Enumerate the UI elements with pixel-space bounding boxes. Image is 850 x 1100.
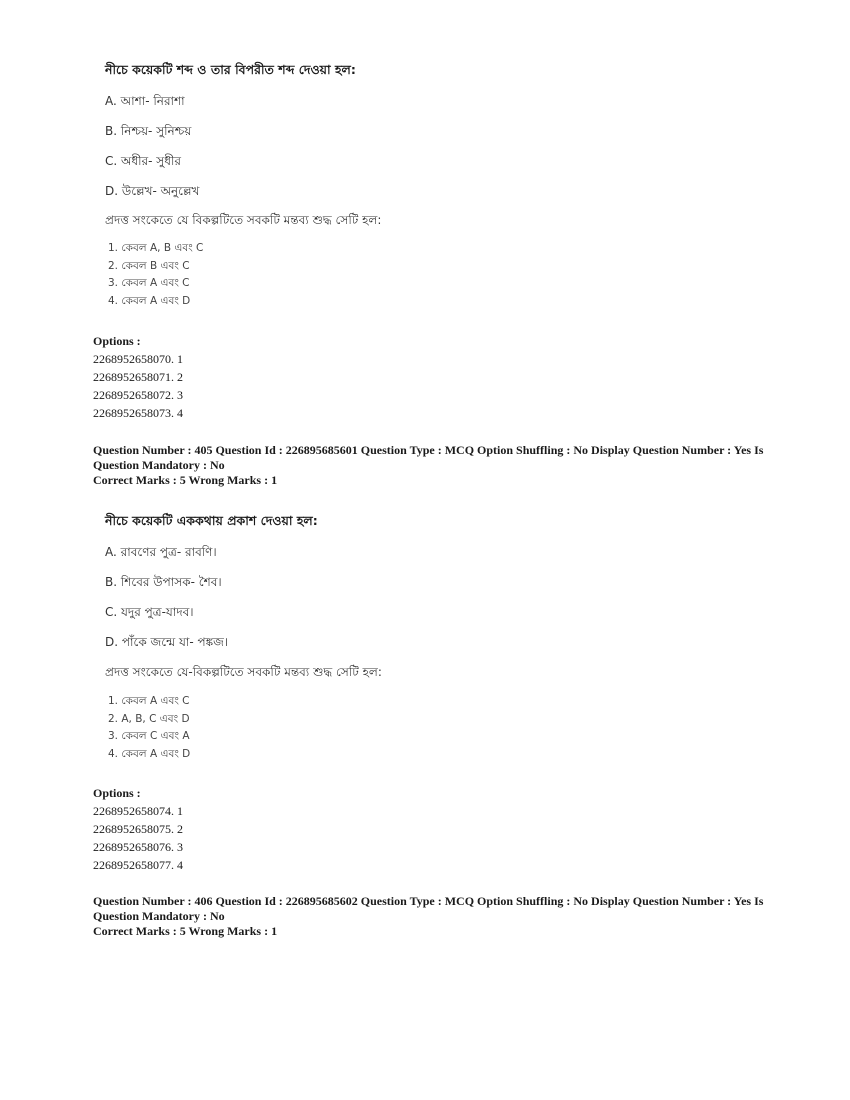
statement-a: A. আশা- নিরাশা	[105, 94, 185, 108]
question-prompt: প্রদত্ত সংকেতে যে বিকল্পটিতে সবকটি মন্তব্য শুদ্ধ সেটি হল:	[105, 213, 382, 227]
options-label: Options :	[93, 334, 141, 348]
option-id: 2268952658076. 3	[93, 840, 183, 854]
choice-item: 3. কেবল C এবং A	[108, 730, 190, 742]
choice-item: 4. কেবল A এবং D	[108, 294, 191, 307]
statement-c: C. যদুর পুত্র-যাদব।	[105, 605, 194, 619]
question-2	[105, 513, 805, 773]
choice-item: 3. কেবল A এবং C	[108, 277, 190, 289]
statement-a: A. রাবণের পুত্র- রাবণি।	[105, 545, 217, 559]
option-id: 2268952658073. 4	[93, 406, 183, 420]
option-id: 2268952658075. 2	[93, 822, 183, 836]
options-block-2	[93, 784, 183, 874]
question-intro: নীচে কয়েকটি এককথায় প্রকাশ দেওয়া হল:	[105, 513, 318, 528]
question-1	[105, 62, 805, 322]
meta-line: Question Mandatory : No	[93, 458, 225, 472]
statement-b: B. নিশ্চয়- সুনিশ্চয়	[105, 124, 192, 138]
choice-list	[105, 240, 203, 310]
meta-line: Question Mandatory : No	[93, 909, 225, 923]
choice-item: 1. কেবল A, B এবং C	[108, 242, 204, 254]
meta-line: Correct Marks : 5 Wrong Marks : 1	[93, 924, 278, 938]
option-id: 2268952658077. 4	[93, 858, 183, 872]
meta-line: Correct Marks : 5 Wrong Marks : 1	[93, 473, 278, 487]
statement-d: D. উল্লেখ- অনুল্লেখ	[105, 184, 200, 198]
choice-list	[105, 693, 190, 763]
question-meta-406	[93, 894, 773, 939]
options-block-1	[93, 332, 183, 422]
choice-item: 4. কেবল A এবং D	[108, 747, 191, 760]
statement-c: C. অধীর- সুধীর	[105, 154, 181, 168]
statement-b: B. শিবের উপাসক- শৈব।	[105, 575, 222, 589]
option-id: 2268952658074. 1	[93, 804, 183, 818]
choice-item: 2. কেবল B এবং C	[108, 259, 190, 272]
option-id: 2268952658070. 1	[93, 352, 183, 366]
meta-line: Question Number : 406 Question Id : 226895685602 Question Type : MCQ Option Shuffling : No Display Question Number : Yes Is	[93, 894, 764, 908]
question-intro: নীচে কয়েকটি শব্দ ও তার বিপরীত শব্দ দেওয়া হল:	[105, 62, 356, 77]
choice-item: 1. কেবল A এবং C	[108, 695, 190, 707]
choice-item: 2. A, B, C এবং D	[108, 712, 190, 725]
options-label: Options :	[93, 786, 141, 800]
question-prompt: প্রদত্ত সংকেতে যে-বিকল্পটিতে সবকটি মন্তব্য শুদ্ধ সেটি হল:	[105, 665, 382, 679]
statement-d: D. পাঁকে জন্মে যা- পঙ্কজ।	[105, 635, 229, 649]
option-id: 2268952658071. 2	[93, 370, 183, 384]
option-id: 2268952658072. 3	[93, 388, 183, 402]
question-meta-405	[93, 443, 773, 488]
meta-line: Question Number : 405 Question Id : 226895685601 Question Type : MCQ Option Shuffling : No Display Question Number : Yes Is	[93, 443, 764, 457]
